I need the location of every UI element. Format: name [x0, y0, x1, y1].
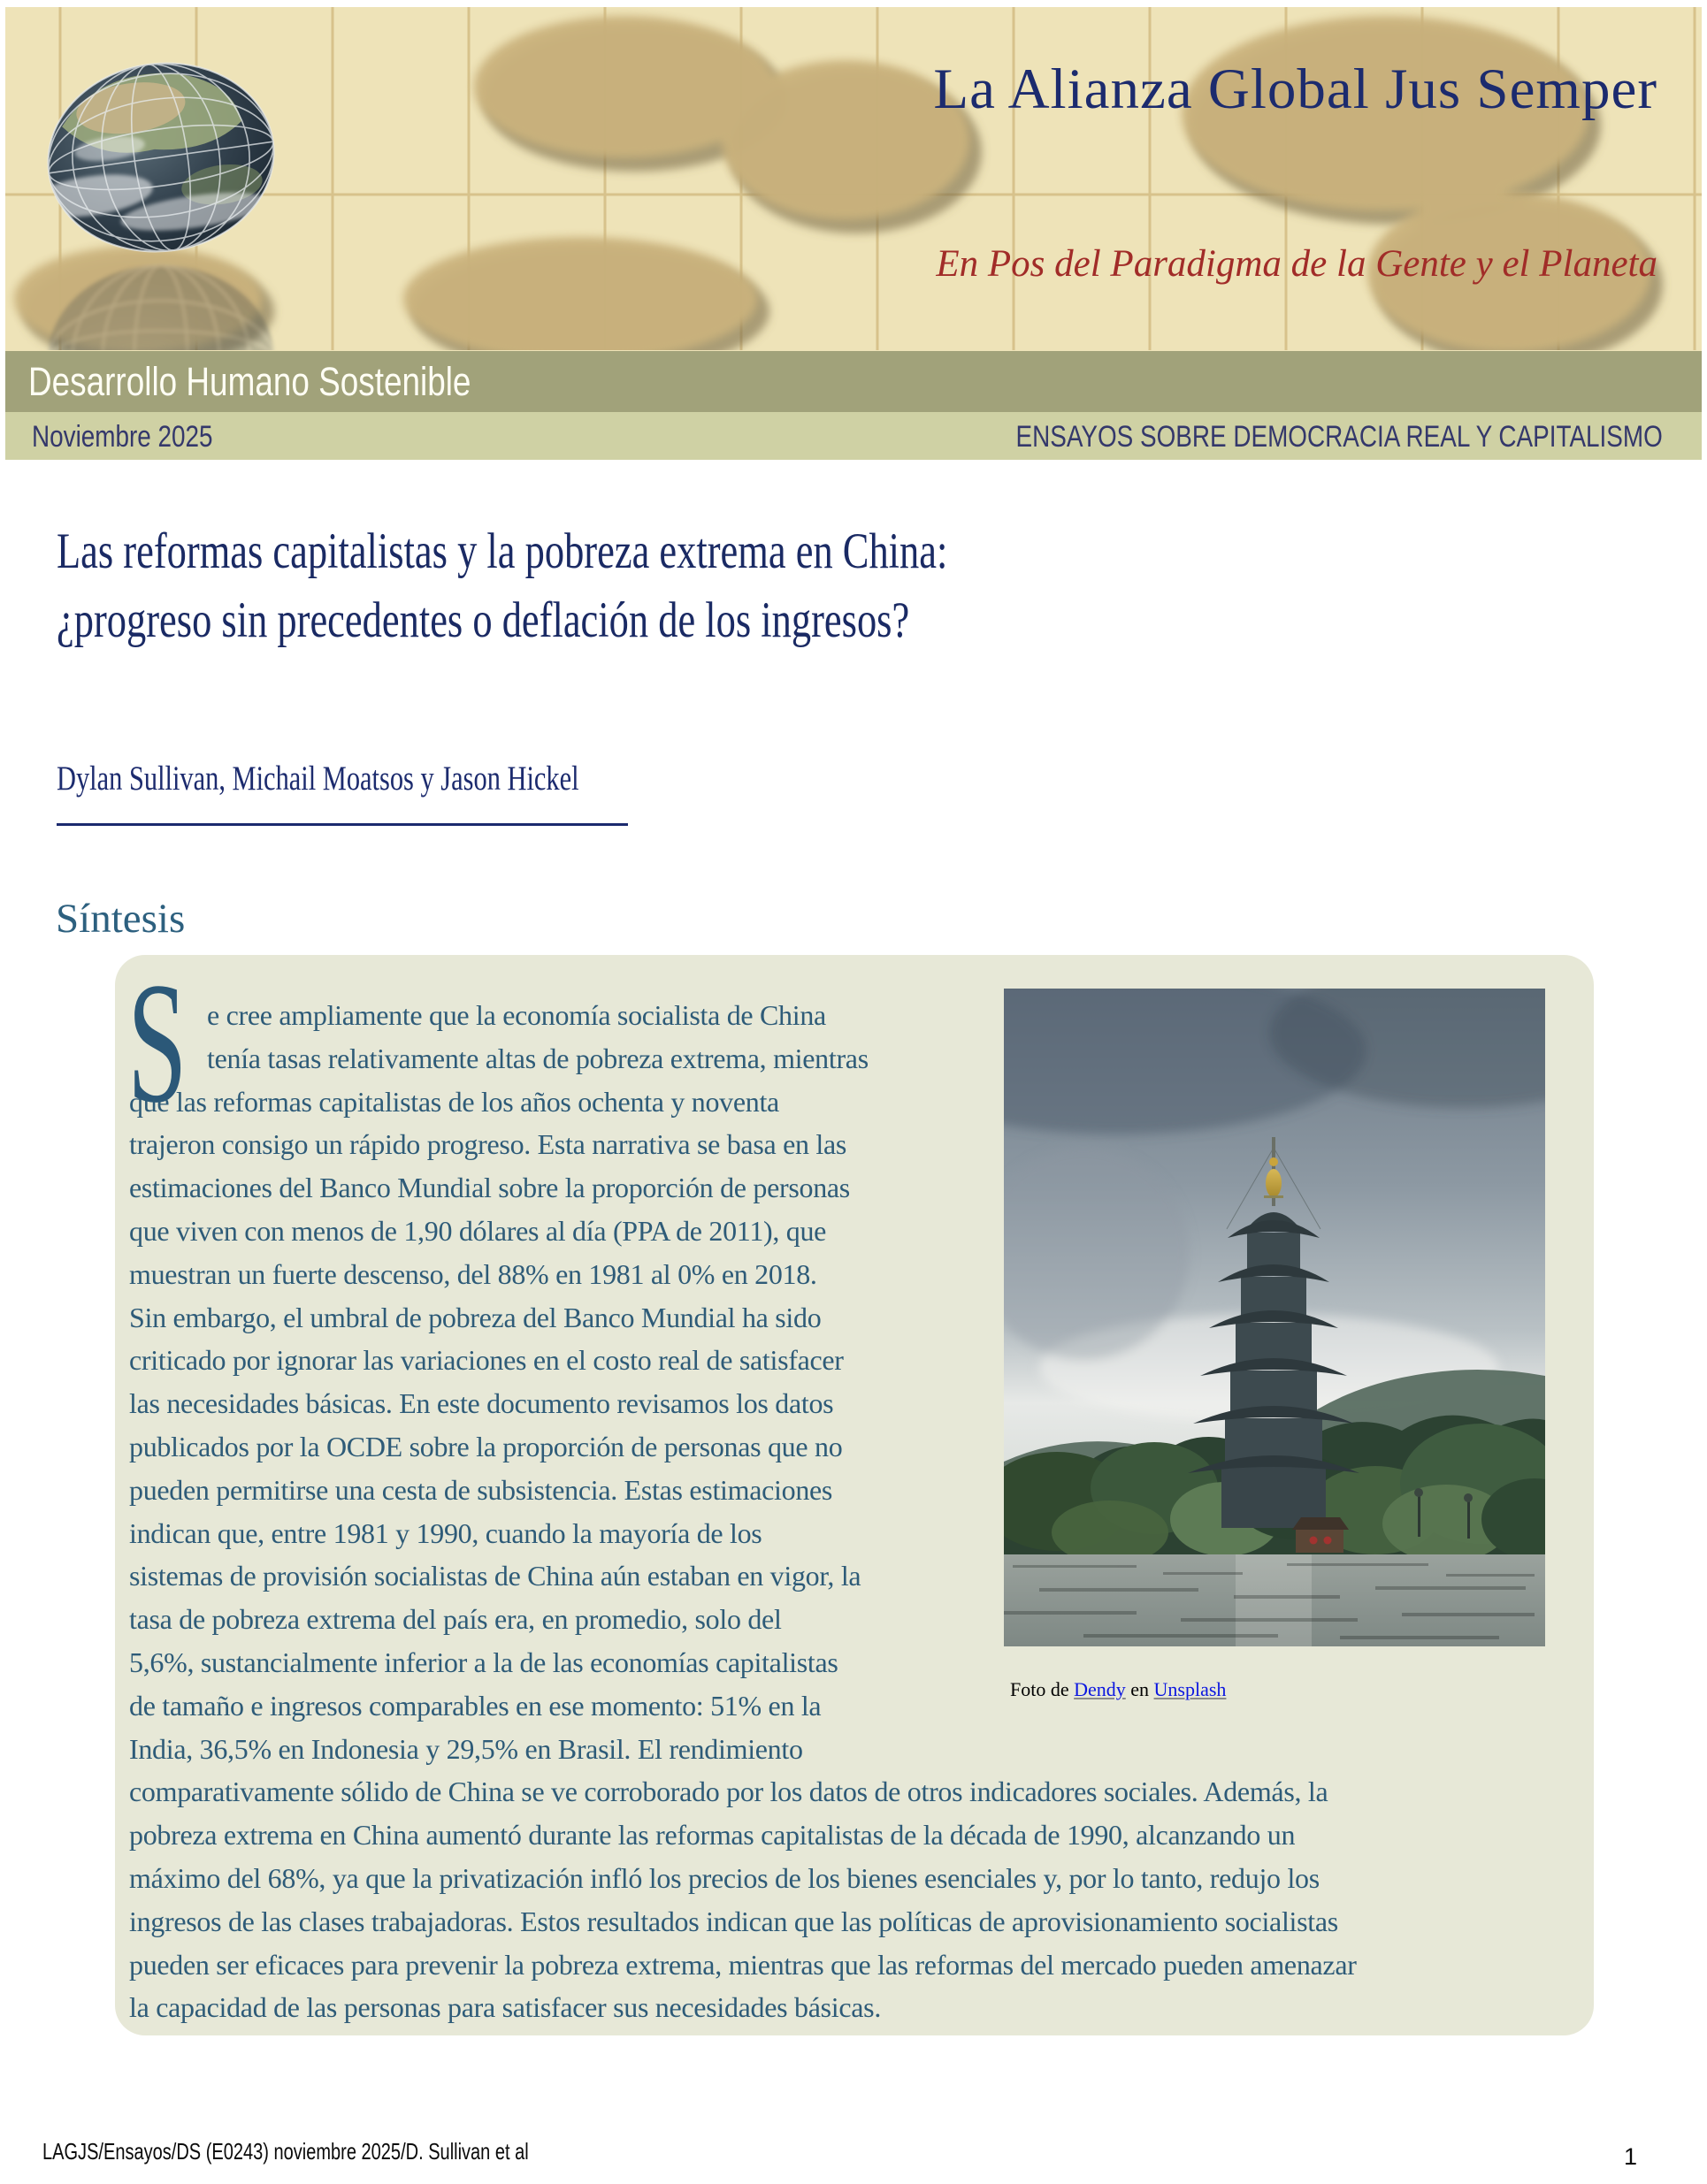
masthead	[5, 7, 1702, 351]
pagoda-photo	[1004, 989, 1545, 1646]
synthesis-line: ingresos de las clases trabajadoras. Estos resultados indican que las políticas de aprovisionamiento socialistas	[129, 1905, 1338, 1937]
photographer-link[interactable]: Dendy	[1074, 1678, 1126, 1700]
caption-text: en	[1125, 1678, 1154, 1700]
caption-text: Foto de	[1010, 1678, 1075, 1700]
article-title-line-2: ¿progreso sin precedentes o deflación de los ingresos?	[57, 592, 910, 648]
synthesis-line: trajeron consigo un rápido progreso. Esta narrativa se basa en las	[129, 1128, 847, 1161]
synthesis-line: las necesidades básicas. En este documento revisamos los datos	[129, 1387, 834, 1420]
issue-series-title: ENSAYOS SOBRE DEMOCRACIA REAL Y CAPITALISMO	[1015, 420, 1663, 454]
synthesis-line: de tamaño e ingresos comparables en ese momento: 51% en la	[129, 1689, 822, 1722]
synthesis-line: pueden ser eficaces para prevenir la pobreza extrema, mientras que las reformas del mercado pueden amenazar	[129, 1948, 1357, 1981]
synthesis-line: Sin embargo, el umbral de pobreza del Banco Mundial ha sido	[129, 1301, 822, 1333]
synthesis-line: muestran un fuerte descenso, del 88% en 1981 al 0% en 2018.	[129, 1257, 817, 1290]
synthesis-line: e cree ampliamente que la economía socialista de China	[207, 999, 826, 1031]
page-number: 1	[1624, 2143, 1638, 2170]
issue-band	[5, 412, 1702, 460]
article-title-line-1: Las reformas capitalistas y la pobreza extrema en China:	[57, 523, 948, 579]
unsplash-link[interactable]: Unsplash	[1153, 1678, 1227, 1700]
synthesis-line: tasa de pobreza extrema del país era, en promedio, solo del	[129, 1603, 782, 1636]
authors: Dylan Sullivan, Michail Moatsos y Jason Hickel	[57, 760, 579, 798]
masthead-subtitle: En Pos del Paradigma de la Gente y el Planeta	[936, 243, 1657, 285]
boathouse	[1292, 1517, 1349, 1553]
synthesis-box	[115, 947, 1594, 2035]
section-heading: Síntesis	[56, 896, 186, 942]
synthesis-line: tenía tasas relativamente altas de pobreza extrema, mientras	[207, 1042, 869, 1074]
issue-date: Noviembre 2025	[32, 420, 213, 454]
photo-caption	[1010, 1678, 1226, 1701]
footer-reference: LAGJS/Ensayos/DS (E0243) noviembre 2025/D. Sullivan et al	[42, 2138, 529, 2165]
synthesis-line: la capacidad de las personas para satisfacer sus necesidades básicas.	[129, 1991, 882, 2024]
synthesis-line: que viven con menos de 1,90 dólares al día (PPA de 2011), que	[129, 1214, 827, 1247]
synthesis-line: criticado por ignorar las variaciones en el costo real de satisfacer	[129, 1344, 844, 1377]
synthesis-line: sistemas de provisión socialistas de China aún estaban en vigor, la	[129, 1560, 861, 1592]
author-rule	[57, 823, 628, 826]
synthesis-line: estimaciones del Banco Mundial sobre la proporción de personas	[129, 1172, 850, 1204]
series-band	[5, 351, 1702, 412]
synthesis-line: pobreza extrema en China aumentó durante las reformas capitalistas de la década de 1990, alcanzando un	[129, 1819, 1296, 1852]
masthead-title: La Alianza Global Jus Semper	[933, 57, 1657, 121]
synthesis-line: India, 36,5% en Indonesia y 29,5% en Brasil. El rendimiento	[129, 1732, 803, 1765]
synthesis-line: 5,6%, sustancialmente inferior a la de las economías capitalistas	[129, 1646, 838, 1678]
synthesis-line: comparativamente sólido de China se ve corroborado por los datos de otros indicadores sociales. Además, la	[129, 1775, 1328, 1808]
dropcap: S	[127, 947, 188, 1139]
synthesis-line: publicados por la OCDE sobre la proporción de personas que no	[129, 1430, 843, 1462]
synthesis-line: máximo del 68%, ya que la privatización infló los precios de los bienes esenciales y, por lo tanto, redujo los	[129, 1861, 1320, 1894]
synthesis-line: que las reformas capitalistas de los años ochenta y noventa	[129, 1085, 779, 1118]
synthesis-line: indican que, entre 1981 y 1990, cuando la mayoría de los	[129, 1516, 762, 1549]
synthesis-line: pueden permitirse una cesta de subsistencia. Estas estimaciones	[129, 1473, 833, 1506]
series-band-label: Desarrollo Humano Sostenible	[28, 359, 471, 404]
